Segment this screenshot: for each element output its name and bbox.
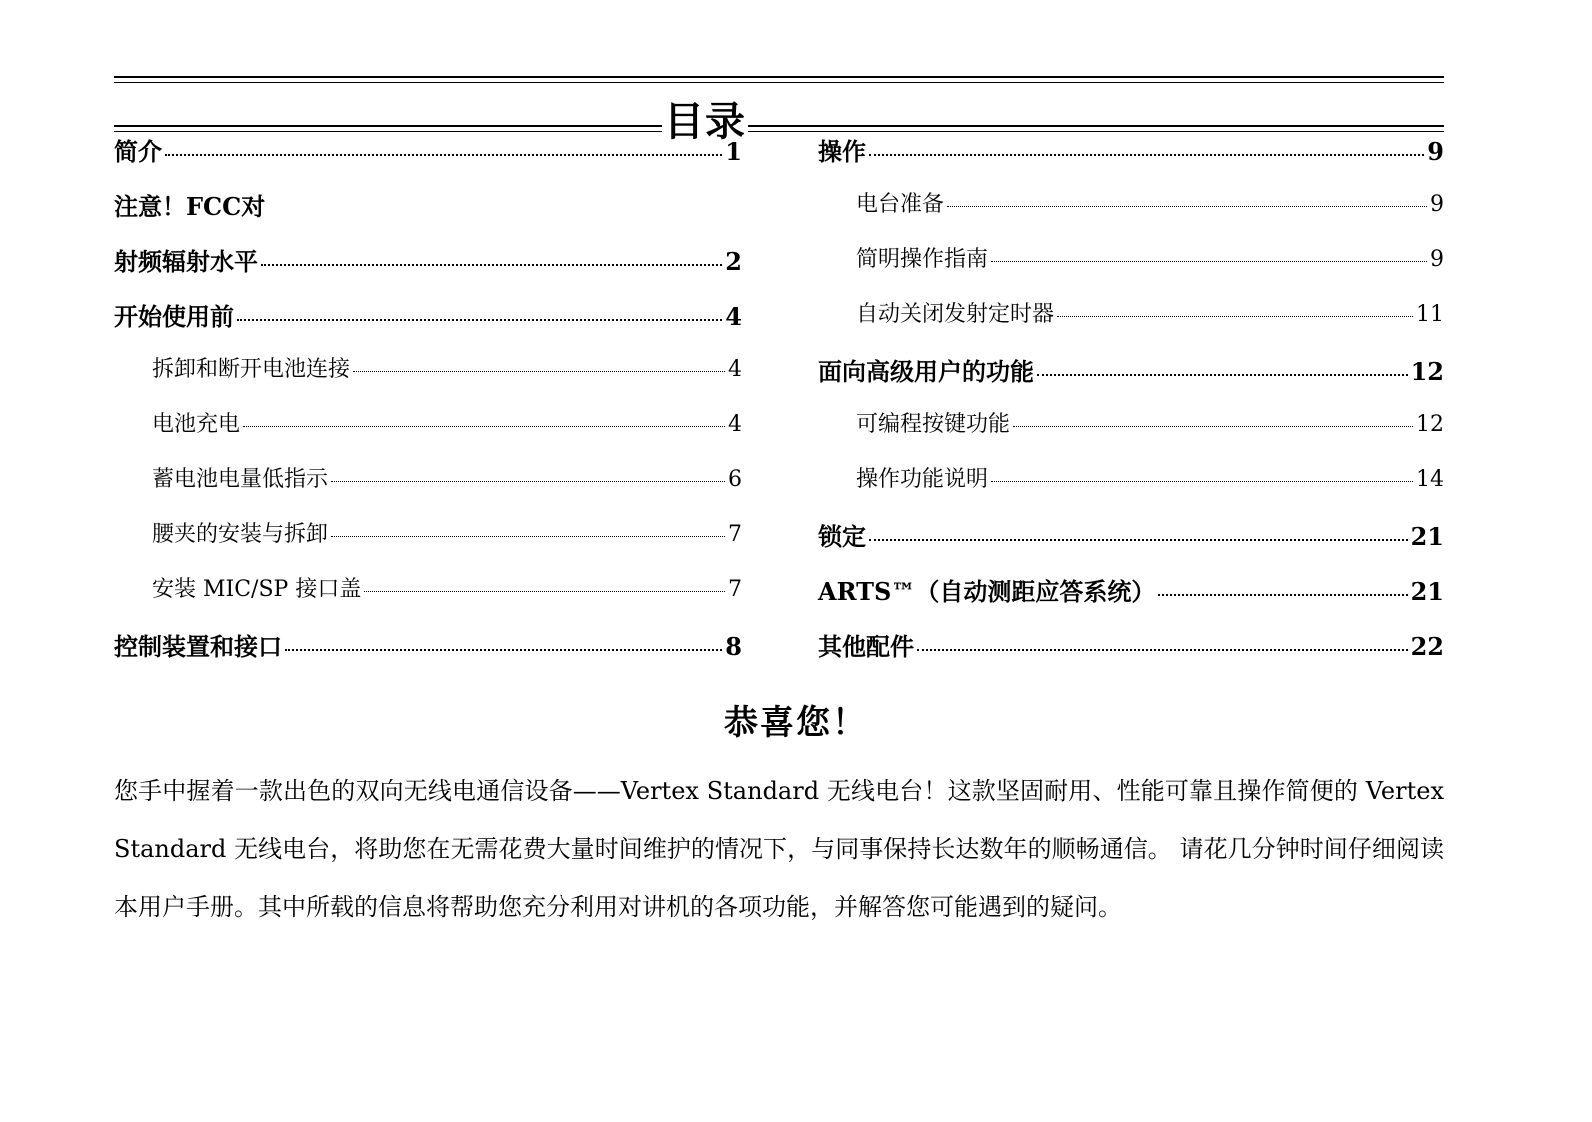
toc-entry-label: 注意！FCC对 <box>114 192 266 221</box>
toc-dot-leader <box>869 154 1424 156</box>
toc-entry-label: 其他配件 <box>818 632 914 661</box>
toc-entry-label: 安装 MIC/SP 接口盖 <box>152 577 362 602</box>
toc-entry-page-number: 7 <box>728 577 742 602</box>
toc-entry-page-number: 21 <box>1410 577 1444 606</box>
toc-entry-page-number: 4 <box>728 357 742 382</box>
toc-entry-page-number: 8 <box>725 632 742 661</box>
toc-entry[interactable] <box>114 297 742 352</box>
toc-dot-leader <box>364 591 725 592</box>
toc-entry[interactable] <box>114 462 742 517</box>
toc-entry-page-number: 9 <box>1427 137 1444 166</box>
toc-dot-leader <box>243 426 725 427</box>
toc-entry-page-number: 2 <box>725 247 742 276</box>
toc-title: 目录 <box>662 96 748 148</box>
toc-entry-label: 腰夹的安装与拆卸 <box>152 522 329 547</box>
toc-entry-label: 可编程按键功能 <box>856 412 1011 437</box>
toc-dot-leader <box>285 649 722 651</box>
toc-dot-leader <box>331 481 725 482</box>
toc-dot-leader <box>261 264 722 266</box>
title-double-rule <box>114 125 1444 132</box>
toc-entry-page-number: 7 <box>728 522 742 547</box>
toc-dot-leader <box>947 206 1427 207</box>
toc-entry-page-number: 6 <box>728 467 742 492</box>
toc-entry[interactable] <box>818 352 1444 407</box>
toc-dot-leader <box>237 319 722 321</box>
toc-entry-label: ARTS™（自动测距应答系统） <box>818 577 1156 606</box>
toc-entry[interactable] <box>818 242 1444 297</box>
toc-entry-page-number: 9 <box>1430 247 1444 272</box>
toc-entry[interactable] <box>818 187 1444 242</box>
toc-dot-leader <box>917 649 1408 651</box>
intro-paragraph: 您手中握着一款出色的双向无线电通信设备——Vertex Standard 无线电台！这款坚固耐用、性能可靠且操作简便的 Vertex Standard 无线电台，将助您在无需花费大量时间维护的情况下，与同事保持长达数年的顺畅通信。 请花几分钟时间仔细阅读本用户手册。其中所载的信息将帮助您充分利用对讲机的各项功能，并解答您可能遇到的疑问。 <box>114 777 1444 921</box>
toc-entry[interactable] <box>114 407 742 462</box>
toc-entry-label: 开始使用前 <box>114 302 234 331</box>
toc-entry-page-number: 4 <box>728 412 742 437</box>
toc-dot-leader <box>991 261 1427 262</box>
toc-entry-label: 自动关闭发射定时器 <box>856 302 1055 327</box>
toc-entry[interactable] <box>114 187 742 242</box>
toc-entry-label: 面向高级用户的功能 <box>818 357 1034 386</box>
toc-entry[interactable] <box>818 132 1444 187</box>
toc-entry-page-number: 22 <box>1410 632 1444 661</box>
toc-entry-label: 操作 <box>818 137 866 166</box>
toc-right-column <box>818 132 1444 682</box>
toc-entry-label: 简明操作指南 <box>856 247 989 272</box>
toc-dot-leader <box>1057 316 1413 317</box>
toc-entry-label: 电台准备 <box>856 192 945 217</box>
toc-left-column <box>114 132 742 682</box>
toc-entry-page-number: 14 <box>1416 467 1444 492</box>
toc-entry-page-number: 12 <box>1410 357 1444 386</box>
toc-entry-page-number: 9 <box>1430 192 1444 217</box>
toc-entry-page-number: 4 <box>725 302 742 331</box>
toc-entry-page-number: 21 <box>1410 522 1444 551</box>
toc-entry[interactable] <box>818 572 1444 627</box>
toc-entry[interactable] <box>818 627 1444 682</box>
toc-entry-label: 简介 <box>114 137 162 166</box>
toc-entry[interactable] <box>818 517 1444 572</box>
toc-dot-leader <box>165 154 722 156</box>
toc-dot-leader <box>353 371 725 372</box>
toc-entry-label: 操作功能说明 <box>856 467 989 492</box>
toc-entry[interactable] <box>114 517 742 572</box>
toc-entry[interactable] <box>818 297 1444 352</box>
toc-entry[interactable] <box>114 572 742 627</box>
toc-entry-label: 蓄电池电量低指示 <box>152 467 329 492</box>
toc-dot-leader <box>869 539 1408 541</box>
toc-entry-label: 电池充电 <box>152 412 241 437</box>
toc-entry[interactable] <box>818 407 1444 462</box>
congrats-heading: 恭喜您！ <box>724 703 868 743</box>
toc-entry[interactable] <box>114 242 742 297</box>
toc-entry-label: 射频辐射水平 <box>114 247 258 276</box>
toc-entry-label: 控制装置和接口 <box>114 632 282 661</box>
toc-dot-leader <box>991 481 1413 482</box>
toc-entry-page-number: 11 <box>1416 302 1444 327</box>
toc-dot-leader <box>1013 426 1413 427</box>
toc-entry[interactable] <box>114 132 742 187</box>
toc-dot-leader <box>331 536 725 537</box>
toc-entry-label: 锁定 <box>818 522 866 551</box>
toc-dot-leader <box>1158 594 1407 596</box>
toc-entry-label: 拆卸和断开电池连接 <box>152 357 351 382</box>
toc-dot-leader <box>1037 374 1408 376</box>
toc-entry[interactable] <box>114 627 742 682</box>
toc-entry[interactable] <box>114 352 742 407</box>
toc-entry[interactable] <box>818 462 1444 517</box>
toc-entry-page-number: 12 <box>1416 412 1444 437</box>
top-double-rule <box>114 76 1444 83</box>
toc-entry-page-number: 1 <box>725 137 742 166</box>
